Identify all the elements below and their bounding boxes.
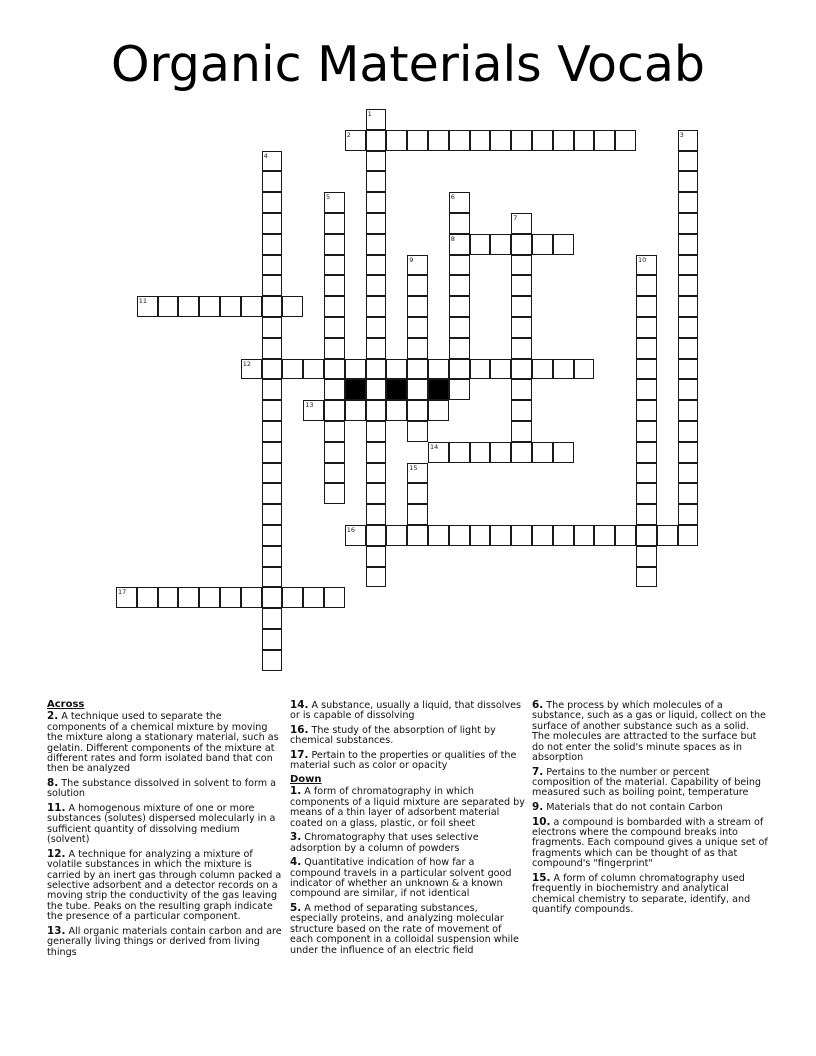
- grid-cell[interactable]: [678, 421, 699, 442]
- grid-cell[interactable]: [532, 359, 553, 380]
- grid-cell[interactable]: [532, 130, 553, 151]
- grid-cell[interactable]: [366, 109, 387, 130]
- grid-cell[interactable]: [262, 192, 283, 213]
- clue-number: 12: [242, 359, 252, 368]
- grid-cell[interactable]: [678, 130, 699, 151]
- grid-cell[interactable]: [282, 296, 303, 317]
- grid-cell[interactable]: [262, 608, 283, 629]
- grid-cell[interactable]: [324, 338, 345, 359]
- grid-cell[interactable]: [594, 525, 615, 546]
- grid-cell[interactable]: [553, 130, 574, 151]
- grid-cell[interactable]: [449, 130, 470, 151]
- grid-cell[interactable]: [262, 650, 283, 671]
- clue-number: 6: [450, 193, 455, 202]
- grid-cell[interactable]: [366, 296, 387, 317]
- grid-cell[interactable]: [366, 567, 387, 588]
- grid-cell[interactable]: [158, 296, 179, 317]
- grid-cell[interactable]: [636, 255, 657, 276]
- grid-cell[interactable]: [262, 275, 283, 296]
- clue-down-9: 9. Materials that do not contain Carbon: [532, 801, 723, 814]
- grid-cell[interactable]: [407, 130, 428, 151]
- grid-cell[interactable]: [553, 359, 574, 380]
- clue-number: 7: [513, 214, 518, 222]
- grid-cell[interactable]: [324, 255, 345, 276]
- grid-cell[interactable]: [324, 421, 345, 442]
- grid-cell[interactable]: [407, 504, 428, 525]
- grid-cell[interactable]: [262, 213, 283, 234]
- black-cell: [386, 379, 407, 400]
- grid-cell[interactable]: [490, 442, 511, 463]
- grid-cell[interactable]: [366, 504, 387, 525]
- black-cell: [428, 379, 449, 400]
- clue-number: 2: [346, 130, 351, 139]
- grid-cell[interactable]: [262, 421, 283, 442]
- grid-cell[interactable]: [428, 442, 449, 463]
- grid-cell[interactable]: [511, 338, 532, 359]
- grid-cell[interactable]: [449, 442, 470, 463]
- grid-cell[interactable]: [428, 130, 449, 151]
- clue-number: 8: [450, 234, 455, 243]
- grid-cell[interactable]: [678, 296, 699, 317]
- grid-cell[interactable]: [678, 400, 699, 421]
- grid-cell[interactable]: [636, 296, 657, 317]
- grid-cell[interactable]: [386, 359, 407, 380]
- grid-cell[interactable]: [262, 504, 283, 525]
- grid-cell[interactable]: [366, 192, 387, 213]
- grid-cell[interactable]: [511, 213, 532, 234]
- grid-cell[interactable]: [428, 359, 449, 380]
- grid-cell[interactable]: [262, 463, 283, 484]
- clue-across-17: 17. Pertain to the properties or qualities of the material such as color or opacity: [290, 749, 517, 772]
- clue-down-1: 1. A form of chromatography in which components of a liquid mixture are separated by means of a thin layer of adsorbent material coated on a glass, plastic, or foil sheet: [290, 785, 525, 829]
- grid-cell[interactable]: [678, 525, 699, 546]
- clue-number: 3: [679, 130, 684, 139]
- grid-cell[interactable]: [366, 255, 387, 276]
- grid-cell[interactable]: [324, 400, 345, 421]
- grid-cell[interactable]: [511, 421, 532, 442]
- grid-cell[interactable]: [678, 483, 699, 504]
- clue-across-8: 8. The substance dissolved in solvent to form a solution: [47, 777, 277, 800]
- grid-cell[interactable]: [407, 421, 428, 442]
- grid-cell[interactable]: [449, 379, 470, 400]
- grid-cell[interactable]: [407, 275, 428, 296]
- grid-cell[interactable]: [199, 587, 220, 608]
- grid-cell[interactable]: [678, 442, 699, 463]
- grid-cell[interactable]: [490, 130, 511, 151]
- clue-number: 11: [138, 297, 148, 306]
- grid-cell[interactable]: [262, 317, 283, 338]
- grid-cell[interactable]: [407, 379, 428, 400]
- page-title: Organic Materials Vocab: [110, 36, 706, 93]
- grid-cell[interactable]: [428, 525, 449, 546]
- grid-cell[interactable]: [574, 130, 595, 151]
- grid-cell[interactable]: [324, 275, 345, 296]
- grid-cell[interactable]: [262, 567, 283, 588]
- grid-cell[interactable]: [532, 234, 553, 255]
- grid-cell[interactable]: [636, 442, 657, 463]
- grid-cell[interactable]: [262, 483, 283, 504]
- clues-column-2: [290, 700, 526, 959]
- grid-cell[interactable]: [407, 483, 428, 504]
- grid-cell[interactable]: [366, 359, 387, 380]
- grid-cell[interactable]: [449, 296, 470, 317]
- grid-cell[interactable]: [407, 400, 428, 421]
- grid-cell[interactable]: [366, 421, 387, 442]
- grid-cell[interactable]: [636, 483, 657, 504]
- grid-cell[interactable]: [282, 587, 303, 608]
- grid-cell[interactable]: [366, 130, 387, 151]
- grid-cell[interactable]: [407, 317, 428, 338]
- grid-cell[interactable]: [449, 234, 470, 255]
- grid-cell[interactable]: [657, 525, 678, 546]
- grid-cell[interactable]: [636, 567, 657, 588]
- grid-cell[interactable]: [470, 130, 491, 151]
- grid-cell[interactable]: [594, 130, 615, 151]
- grid-cell[interactable]: [490, 359, 511, 380]
- grid-cell[interactable]: [262, 151, 283, 172]
- grid-cell[interactable]: [241, 587, 262, 608]
- grid-cell[interactable]: [574, 525, 595, 546]
- grid-cell[interactable]: [678, 151, 699, 172]
- grid-cell[interactable]: [636, 275, 657, 296]
- grid-cell[interactable]: [532, 525, 553, 546]
- grid-cell[interactable]: [324, 359, 345, 380]
- grid-cell[interactable]: [178, 587, 199, 608]
- grid-cell[interactable]: [220, 587, 241, 608]
- grid-cell[interactable]: [678, 379, 699, 400]
- clue-number: 5: [326, 193, 331, 202]
- clue-down-4: 4. Quantitative indication of how far a compound travels in a particular solvent good indicator of whether an unknown & a known compound are similar, if not identical: [290, 856, 512, 900]
- grid-cell[interactable]: [116, 587, 137, 608]
- grid-cell[interactable]: [553, 525, 574, 546]
- grid-cell[interactable]: [511, 130, 532, 151]
- grid-cell[interactable]: [678, 255, 699, 276]
- grid-cell[interactable]: [490, 234, 511, 255]
- grid-cell[interactable]: [324, 463, 345, 484]
- clue-number: 14: [430, 442, 439, 451]
- grid-cell[interactable]: [449, 525, 470, 546]
- grid-cell[interactable]: [678, 463, 699, 484]
- grid-cell[interactable]: [407, 525, 428, 546]
- grid-cell[interactable]: [345, 400, 366, 421]
- grid-cell[interactable]: [407, 338, 428, 359]
- grid-cell[interactable]: [449, 213, 470, 234]
- grid-cell[interactable]: [470, 234, 491, 255]
- grid-cell[interactable]: [137, 296, 158, 317]
- grid-cell[interactable]: [262, 379, 283, 400]
- grid-cell[interactable]: [324, 442, 345, 463]
- grid-cell[interactable]: [262, 546, 283, 567]
- grid-cell[interactable]: [366, 171, 387, 192]
- grid-cell[interactable]: [303, 587, 324, 608]
- clue-down-15: 15. A form of column chromatography used frequently in biochemistry and analytical chemical chemistry to separate, identify, and quantify compounds.: [532, 871, 751, 916]
- clue-across-12: 12. A technique for analyzing a mixture of volatile substances in which the mixture is carried by an inert gas through column packed a selective adsorbent and a detector records on a moving strip the conductivity of the gas leaving the tube. Peaks on the resulting graph indicate the presence of a particular component.: [47, 847, 282, 923]
- down-heading: Down: [290, 774, 322, 785]
- grid-cell[interactable]: [262, 400, 283, 421]
- clues-column-1: [47, 700, 283, 961]
- grid-cell[interactable]: [449, 317, 470, 338]
- grid-cell[interactable]: [678, 359, 699, 380]
- clue-number: 15: [409, 463, 418, 472]
- grid-cell[interactable]: [636, 421, 657, 442]
- across-heading: Across: [47, 699, 85, 710]
- grid-cell[interactable]: [366, 213, 387, 234]
- clue-down-7: 7. Pertains to the number or percent composition of the material. Capability of being measured such as boiling point, temperature: [532, 765, 762, 799]
- grid-cell[interactable]: [366, 338, 387, 359]
- clue-down-6: 6. The process by which molecules of a substance, such as a gas or liquid, collect on the surface of another substance such as a solid. The molecules are attracted to the surface but do not enter the solid's minute spaces as in absorption: [532, 699, 766, 764]
- grid-cell[interactable]: [262, 338, 283, 359]
- grid-cell[interactable]: [636, 338, 657, 359]
- clues-column-3: [532, 700, 768, 919]
- grid-cell[interactable]: [262, 525, 283, 546]
- grid-cell[interactable]: [636, 317, 657, 338]
- grid-cell[interactable]: [678, 171, 699, 192]
- grid-cell[interactable]: [470, 525, 491, 546]
- grid-cell[interactable]: [262, 442, 283, 463]
- grid-cell[interactable]: [615, 525, 636, 546]
- grid-cell[interactable]: [324, 587, 345, 608]
- grid-cell[interactable]: [345, 130, 366, 151]
- grid-cell[interactable]: [366, 525, 387, 546]
- grid-cell[interactable]: [158, 587, 179, 608]
- grid-cell[interactable]: [324, 192, 345, 213]
- grid-cell[interactable]: [366, 275, 387, 296]
- grid-cell[interactable]: [449, 255, 470, 276]
- grid-cell[interactable]: [324, 296, 345, 317]
- grid-cell[interactable]: [574, 359, 595, 380]
- grid-cell[interactable]: [366, 234, 387, 255]
- grid-cell[interactable]: [636, 546, 657, 567]
- grid-cell[interactable]: [511, 317, 532, 338]
- grid-cell[interactable]: [262, 171, 283, 192]
- clue-across-13: 13. All organic materials contain carbon and are generally living things or derived from living things: [47, 924, 282, 958]
- grid-cell[interactable]: [490, 525, 511, 546]
- grid-cell[interactable]: [366, 546, 387, 567]
- clue-down-3: 3. Chromatography that uses selective adsorption by a column of powders: [290, 831, 479, 854]
- grid-cell[interactable]: [470, 359, 491, 380]
- grid-cell[interactable]: [636, 525, 657, 546]
- clue-number: 16: [346, 526, 356, 534]
- grid-cell[interactable]: [407, 296, 428, 317]
- clue-across-11: 11. A homogenous mixture of one or more substances (solutes) dispersed molecularly in a sufficient quantity of dissolving medium (solvent): [47, 802, 276, 846]
- grid-cell[interactable]: [303, 359, 324, 380]
- grid-cell[interactable]: [511, 296, 532, 317]
- grid-cell[interactable]: [137, 587, 158, 608]
- grid-cell[interactable]: [241, 359, 262, 380]
- grid-cell[interactable]: [449, 338, 470, 359]
- grid-cell[interactable]: [324, 234, 345, 255]
- grid-cell[interactable]: [636, 400, 657, 421]
- grid-cell[interactable]: [199, 296, 220, 317]
- grid-cell[interactable]: [449, 192, 470, 213]
- clue-down-10: 10. a compound is bombarded with a stream of electrons where the compound breaks into fragments. Each compound gives a unique set of fragments which can be thought of as that compound's "fingerprint": [532, 815, 768, 870]
- grid-cell[interactable]: [678, 192, 699, 213]
- grid-cell[interactable]: [470, 442, 491, 463]
- grid-cell[interactable]: [262, 629, 283, 650]
- black-cell: [345, 379, 366, 400]
- grid-cell[interactable]: [511, 442, 532, 463]
- grid-cell[interactable]: [178, 296, 199, 317]
- grid-cell[interactable]: [511, 359, 532, 380]
- grid-cell[interactable]: [636, 359, 657, 380]
- clue-number: 9: [409, 255, 414, 264]
- clue-number: 10: [638, 255, 647, 264]
- clue-number: 4: [263, 151, 268, 160]
- grid-cell[interactable]: [678, 317, 699, 338]
- grid-cell[interactable]: [386, 130, 407, 151]
- grid-cell[interactable]: [553, 234, 574, 255]
- clue-across-2: 2. A technique used to separate the components of a chemical mixture by moving the mixture along a stationary material, such as gelatin. Different components of the mixture at different rates and form isolated band that con then be analyzed: [47, 710, 279, 775]
- grid-cell[interactable]: [262, 234, 283, 255]
- grid-cell[interactable]: [615, 130, 636, 151]
- grid-cell[interactable]: [220, 296, 241, 317]
- grid-cell[interactable]: [324, 317, 345, 338]
- clue-across-16: 16. The study of the absorption of light by chemical substances.: [290, 724, 496, 747]
- grid-cell[interactable]: [678, 338, 699, 359]
- grid-cell[interactable]: [366, 400, 387, 421]
- grid-cell[interactable]: [532, 442, 553, 463]
- grid-cell[interactable]: [386, 525, 407, 546]
- grid-cell[interactable]: [407, 359, 428, 380]
- grid-cell[interactable]: [241, 296, 262, 317]
- grid-cell[interactable]: [366, 317, 387, 338]
- grid-cell[interactable]: [282, 359, 303, 380]
- grid-cell[interactable]: [678, 213, 699, 234]
- grid-cell[interactable]: [366, 442, 387, 463]
- grid-cell[interactable]: [449, 275, 470, 296]
- grid-cell[interactable]: [324, 483, 345, 504]
- grid-cell[interactable]: [262, 359, 283, 380]
- clue-number: 17: [118, 588, 127, 597]
- grid-cell[interactable]: [553, 442, 574, 463]
- grid-cell[interactable]: [636, 379, 657, 400]
- grid-cell[interactable]: [449, 359, 470, 380]
- grid-cell[interactable]: [511, 525, 532, 546]
- grid-cell[interactable]: [511, 234, 532, 255]
- grid-cell[interactable]: [511, 275, 532, 296]
- grid-cell[interactable]: [345, 359, 366, 380]
- grid-cell[interactable]: [678, 504, 699, 525]
- grid-cell[interactable]: [366, 463, 387, 484]
- grid-cell[interactable]: [511, 379, 532, 400]
- grid-cell[interactable]: [324, 379, 345, 400]
- grid-cell[interactable]: [636, 463, 657, 484]
- grid-cell[interactable]: [636, 504, 657, 525]
- grid-cell[interactable]: [428, 400, 449, 421]
- grid-cell[interactable]: [324, 213, 345, 234]
- clue-number: 13: [305, 401, 314, 410]
- grid-cell[interactable]: [386, 400, 407, 421]
- clue-across-14: 14. A substance, usually a liquid, that dissolves or is capable of dissolving: [290, 699, 522, 722]
- grid-cell[interactable]: [511, 255, 532, 276]
- grid-cell[interactable]: [366, 151, 387, 172]
- clue-number: 1: [367, 110, 372, 118]
- grid-cell[interactable]: [262, 587, 283, 608]
- grid-cell[interactable]: [366, 483, 387, 504]
- clue-down-5: 5. A method of separating substances, especially proteins, and analyzing molecular structure based on the rate of movement of each component in a colloidal suspension while under the influence of an electric field: [290, 902, 519, 956]
- grid-cell[interactable]: [678, 234, 699, 255]
- grid-cell[interactable]: [303, 400, 324, 421]
- grid-cell[interactable]: [407, 463, 428, 484]
- grid-cell[interactable]: [678, 275, 699, 296]
- grid-cell[interactable]: [511, 400, 532, 421]
- grid-cell[interactable]: [262, 296, 283, 317]
- grid-cell[interactable]: [407, 255, 428, 276]
- grid-cell[interactable]: [262, 255, 283, 276]
- grid-cell[interactable]: [366, 379, 387, 400]
- grid-cell[interactable]: [345, 525, 366, 546]
